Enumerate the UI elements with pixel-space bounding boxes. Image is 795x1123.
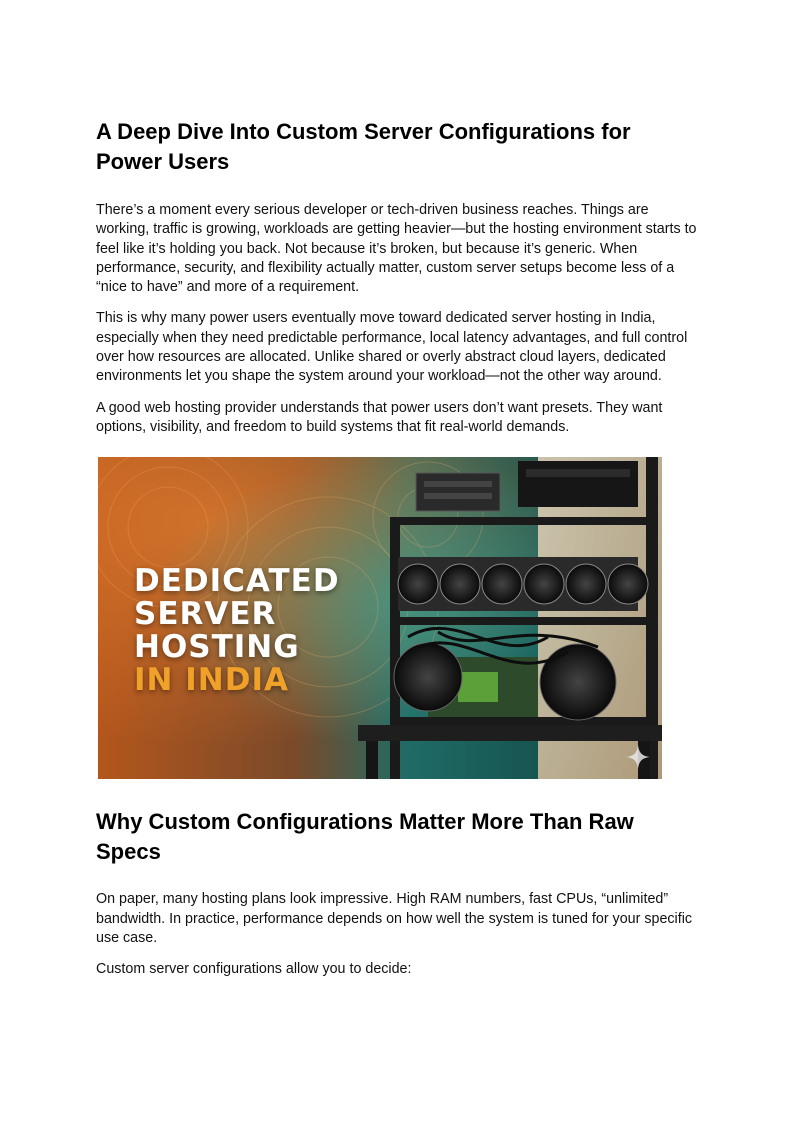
sparkle-icon xyxy=(626,745,650,769)
document-page xyxy=(96,117,701,991)
hero-line: HOSTING xyxy=(134,629,300,666)
hero-image xyxy=(98,457,662,779)
hero-caption xyxy=(134,565,340,697)
hero-line: DEDICATED xyxy=(134,563,340,600)
hero-line: SERVER xyxy=(134,596,277,633)
hero-line-accent: IN INDIA xyxy=(134,662,290,699)
section-heading: Why Custom Configurations Matter More Than Raw Specs xyxy=(96,809,634,865)
section-paragraph: On paper, many hosting plans look impressive. High RAM numbers, fast CPUs, “unlimited” bandwidth. In practice, performance depends on how well the system is tuned for your specific use case. xyxy=(96,891,693,946)
section-paragraph: Custom server configurations allow you to decide: xyxy=(96,961,412,978)
article-title: A Deep Dive Into Custom Server Configurations for Power Users xyxy=(96,119,631,174)
intro-paragraph: A good web hosting provider understands that power users don’t want presets. They want options, visibility, and freedom to build systems that fit real-world demands. xyxy=(96,399,663,435)
intro-paragraph: There’s a moment every serious developer or tech-driven business reaches. Things are working, traffic is growing, workloads are getting heavier—but the hosting environment starts to feel like it’s holding you back. Not because it’s broken, but because it’s generic. When performance, security, and flexibility actually matter, custom server setups become less of a “nice to have” and more of a requirement. xyxy=(96,202,697,296)
intro-paragraph: This is why many power users eventually move toward dedicated server hosting in India, especially when they need predictable performance, local latency advantages, and full control over how resources are allocated. Unlike shared or overly abstract cloud layers, dedicated environments let you shape the system around your workload—not the other way around. xyxy=(96,310,688,385)
